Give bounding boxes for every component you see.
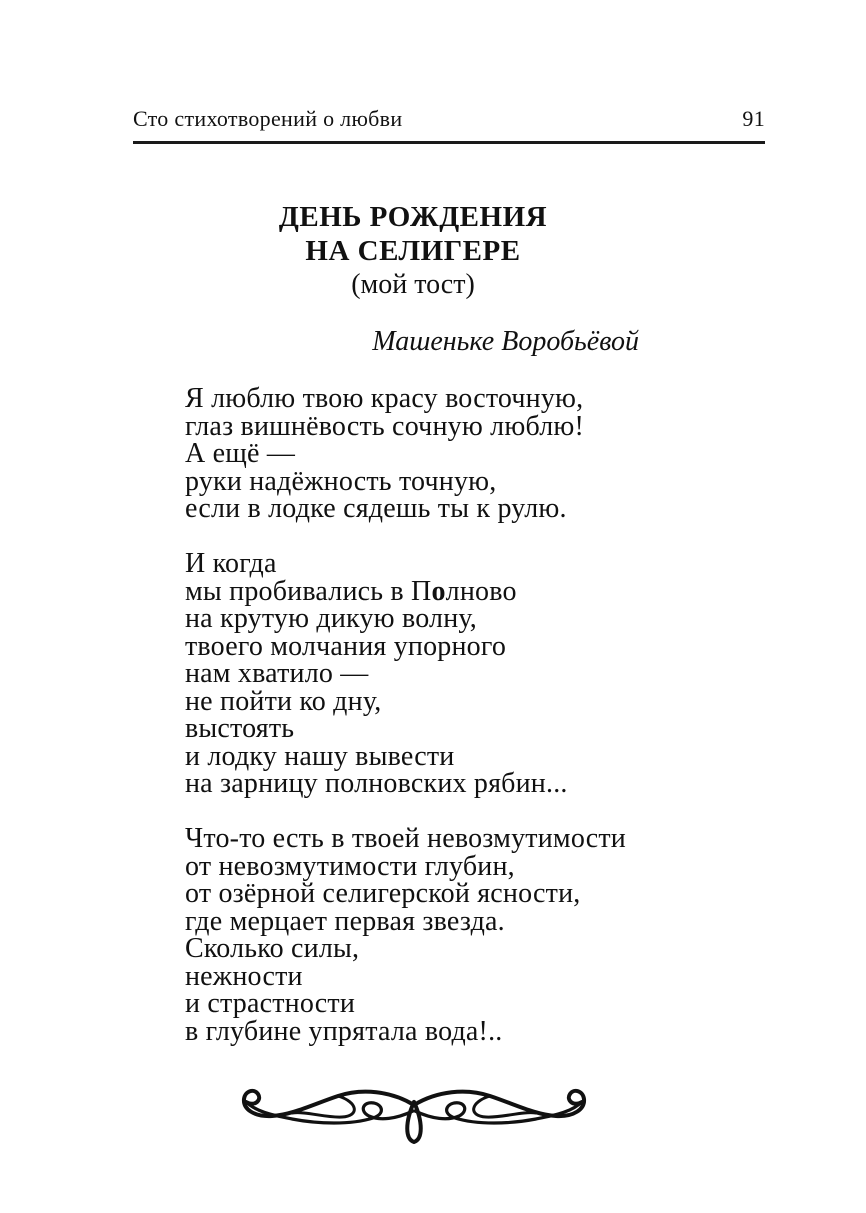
poem-dedication: Машеньке Воробьёвой	[372, 326, 639, 357]
stanza	[185, 825, 641, 1045]
poem-line: мы пробивались в Полново	[185, 575, 517, 607]
poem-line: И когда	[185, 548, 277, 579]
poem-line: где мерцает первая звезда.	[185, 905, 505, 937]
poem-line: и лодку нашу вывести	[185, 740, 455, 772]
stanza	[185, 550, 641, 798]
poem-line: глаз вишнёвость сочную люблю!	[185, 410, 585, 442]
poem-line: не пойти ко дну,	[185, 685, 382, 717]
poem-line: Что-то есть в твоей невозмутимости	[185, 823, 626, 854]
poem-line: и страстности	[185, 988, 356, 1019]
poem	[185, 200, 641, 1045]
poem-line: нежности	[185, 960, 303, 992]
poem-line: если в лодке сядешь ты к рулю.	[185, 493, 567, 524]
poem-subtitle: (мой тост)	[351, 269, 475, 300]
poem-title-line-2: НА СЕЛИГЕРЕ	[305, 235, 521, 267]
poem-line: в глубине упрятала вода!..	[185, 1015, 503, 1047]
flourish-divider	[234, 1086, 594, 1148]
poem-title-line-1: ДЕНЬ РОЖДЕНИЯ	[278, 201, 548, 233]
book-title: Сто стихотворений о любви	[133, 106, 403, 131]
header-rule	[133, 141, 765, 144]
poem-line: на крутую дикую волну,	[185, 603, 478, 634]
poem-line: от озёрной селигерской ясности,	[185, 878, 581, 909]
flourish-icon	[234, 1086, 594, 1148]
stressed-letter: о	[431, 575, 446, 607]
page-number: 91	[742, 106, 765, 131]
poem-line: на зарницу полновских рябин...	[185, 768, 568, 799]
running-header	[133, 106, 765, 132]
poem-stanzas	[185, 385, 641, 1045]
poem-line: нам хватило —	[185, 658, 369, 689]
stanza	[185, 385, 641, 523]
poem-line: руки надёжность точную,	[185, 465, 497, 497]
poem-line: твоего молчания упорного	[185, 630, 507, 662]
poem-line: выстоять	[185, 713, 295, 744]
poem-line: А ещё —	[185, 438, 296, 469]
poem-line: Сколько силы,	[185, 933, 360, 964]
poem-line: Я люблю твою красу восточную,	[185, 383, 584, 414]
poem-title	[185, 200, 641, 268]
poem-line: от невозмутимости глубин,	[185, 850, 515, 882]
